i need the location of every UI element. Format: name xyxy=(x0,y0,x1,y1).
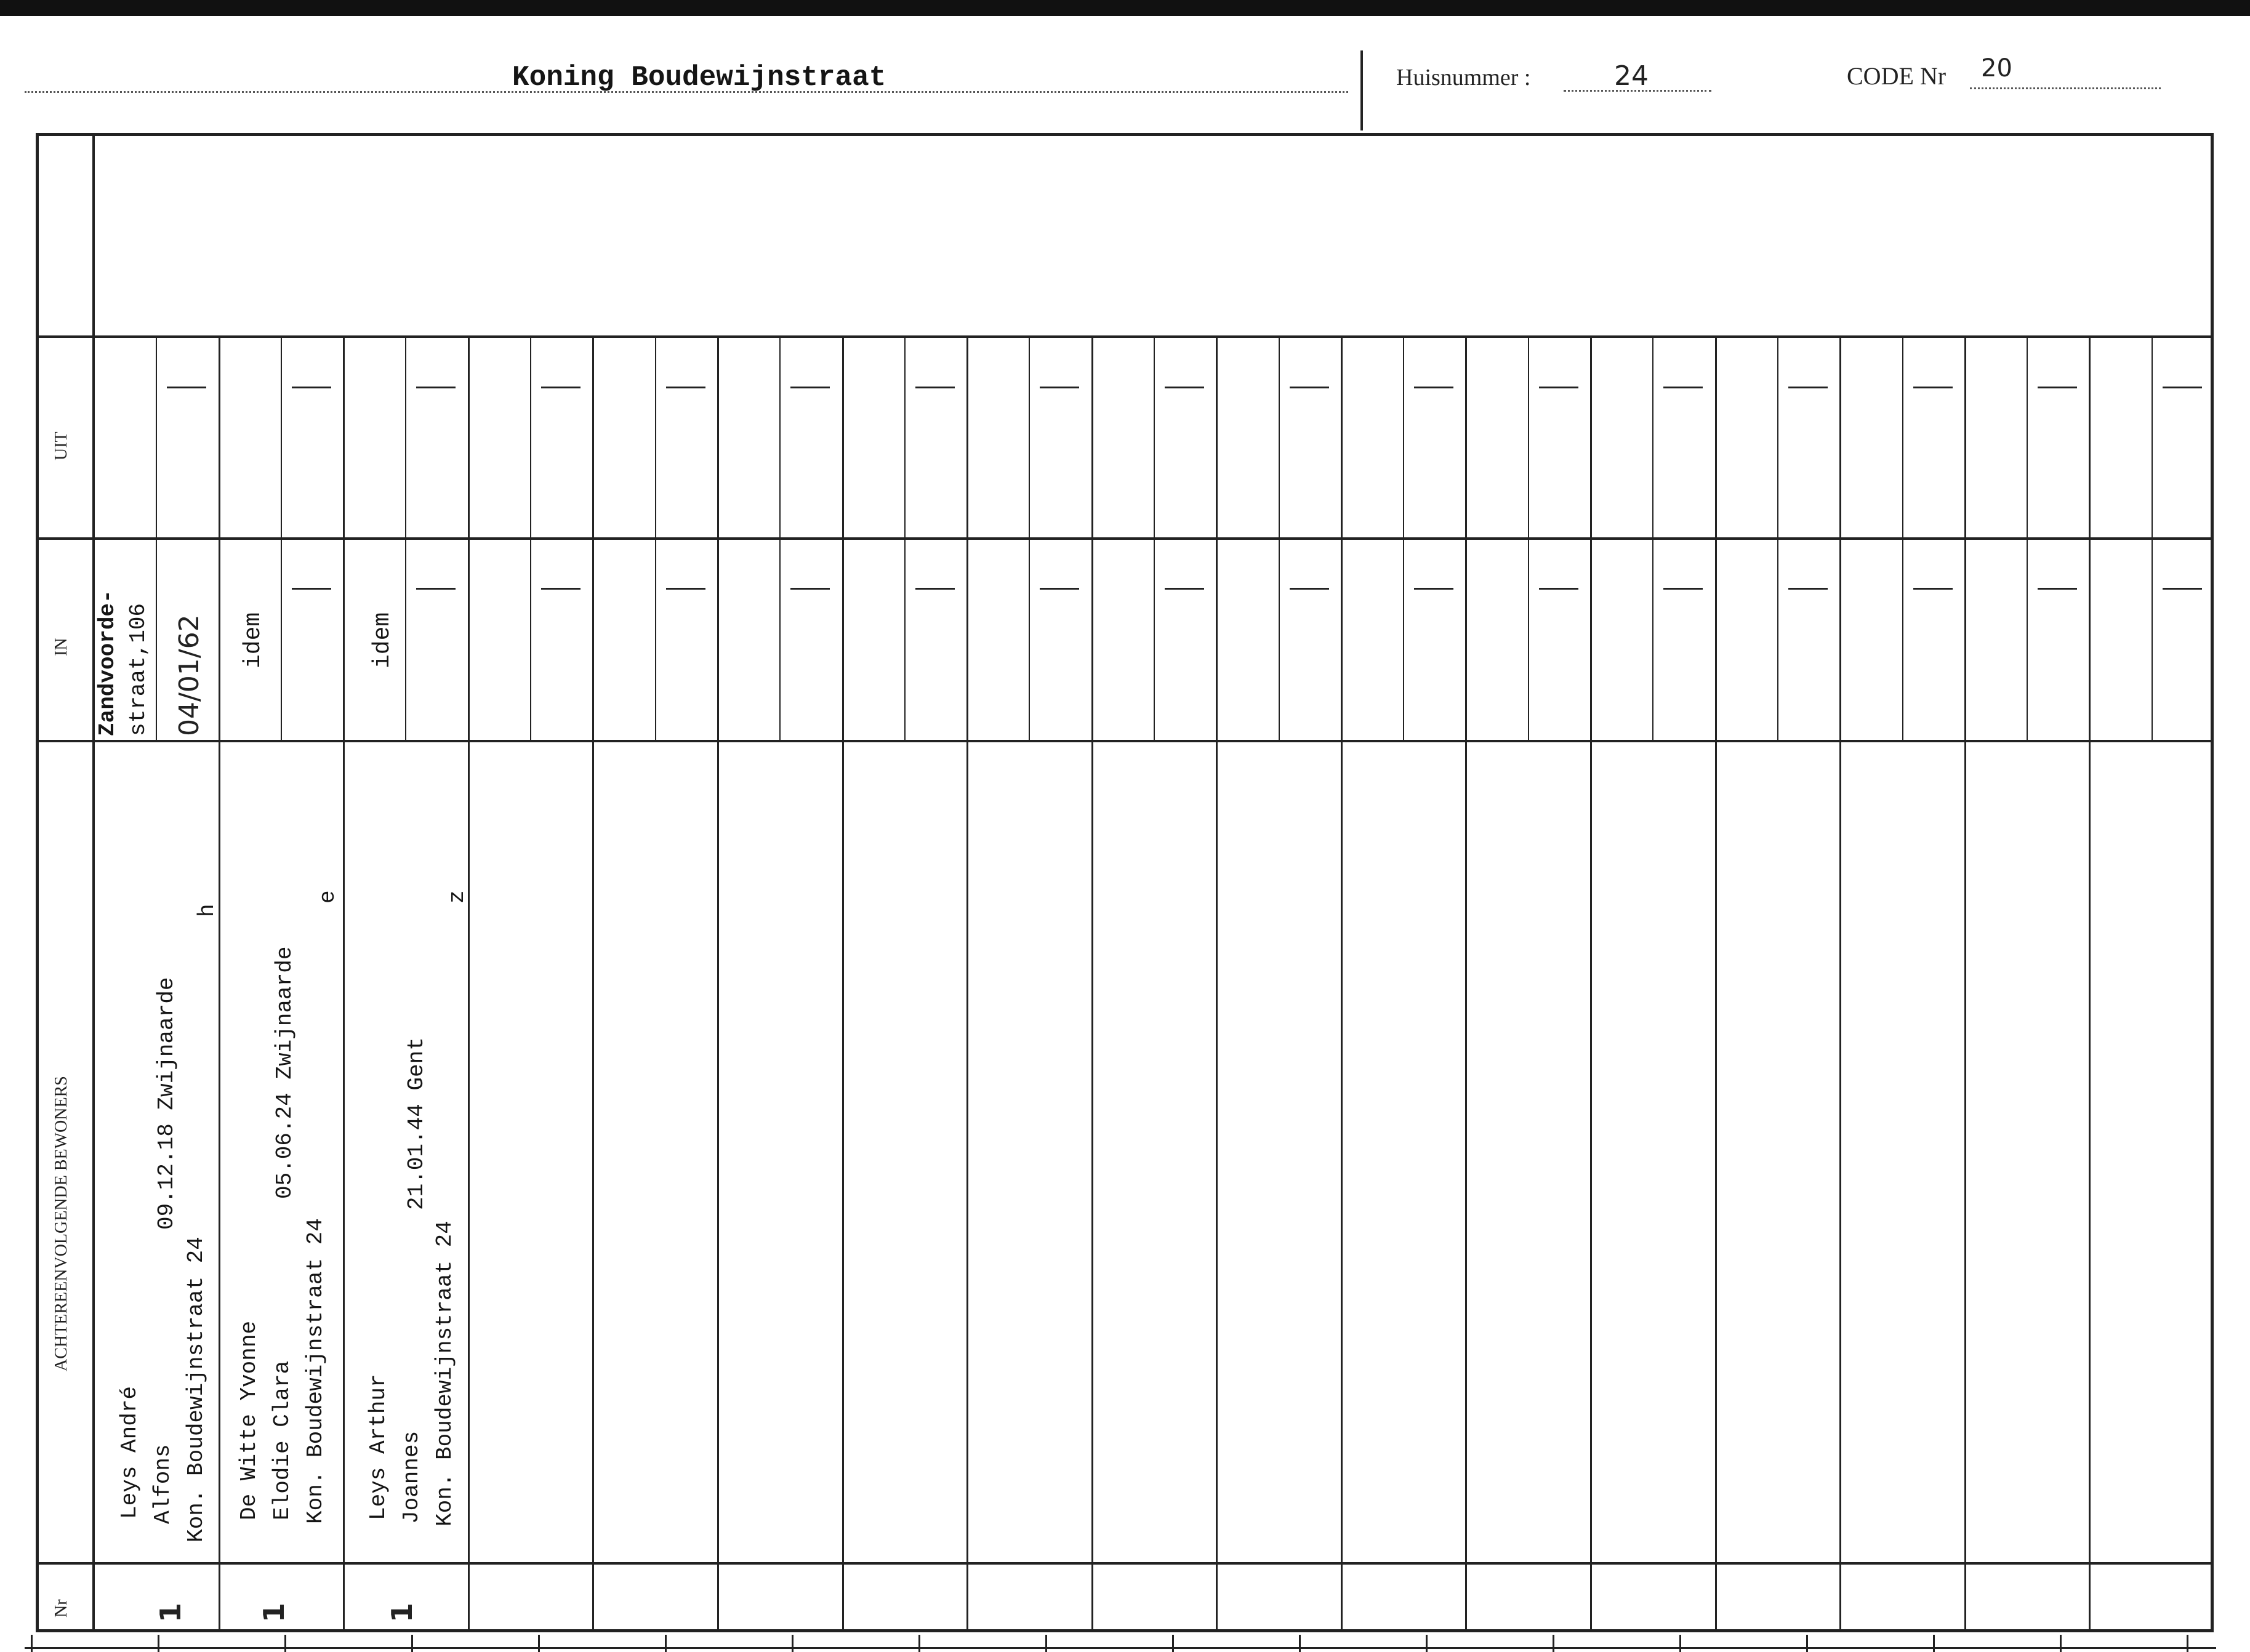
uit-dash-mark xyxy=(1290,387,1329,388)
code-dotted-line xyxy=(1970,87,2161,89)
bottom-tick xyxy=(2187,1635,2188,1652)
column-divider xyxy=(1091,335,1093,1632)
sub-column-divider xyxy=(281,335,282,740)
in-dash-mark xyxy=(2038,588,2077,590)
sub-column-divider xyxy=(2027,335,2028,740)
column-divider xyxy=(1839,335,1841,1632)
sub-column-divider xyxy=(904,335,906,740)
column-divider xyxy=(1216,335,1218,1632)
uit-dash-mark xyxy=(1913,387,1953,388)
in-dash-mark xyxy=(1788,588,1828,590)
resident-1-birth: 09.12.18 Zwijnaarde xyxy=(154,977,179,1230)
uit-dash-mark xyxy=(2163,387,2202,388)
bottom-tick xyxy=(1045,1635,1047,1652)
sub-column-divider xyxy=(1403,335,1404,740)
resident-3-sex: z xyxy=(444,890,470,904)
resident-2-name-line2: Elodie Clara xyxy=(270,1360,295,1520)
code-value: 20 xyxy=(1981,54,2012,82)
uit-dash-mark xyxy=(1663,387,1703,388)
bottom-tick xyxy=(1172,1635,1174,1652)
bottom-tick xyxy=(31,1635,33,1652)
sub-column-divider xyxy=(1029,335,1030,740)
resident-2-address: Kon. Boudewijnstraat 24 xyxy=(303,1218,328,1524)
sub-column-divider xyxy=(405,335,406,740)
bottom-tick xyxy=(1426,1635,1428,1652)
resident-3-name-line2: Joannes xyxy=(399,1430,424,1524)
uit-dash-mark xyxy=(541,387,581,388)
in-dash-mark xyxy=(1913,588,1953,590)
in-dash-mark xyxy=(1290,588,1329,590)
street-name: Koning Boudewijnstraat xyxy=(512,62,886,94)
resident-3-address: Kon. Boudewijnstraat 24 xyxy=(432,1221,457,1526)
sub-column-divider xyxy=(655,335,656,740)
sub-column-divider xyxy=(1528,335,1529,740)
resident-1-sex: h xyxy=(195,904,220,917)
resident-1-in-place: Zandvoorde- xyxy=(95,590,120,736)
bottom-tick xyxy=(792,1635,794,1652)
uit-dash-mark xyxy=(2038,387,2077,388)
bottom-tick xyxy=(284,1635,286,1652)
column-divider xyxy=(343,335,345,1632)
bottom-tick xyxy=(2060,1635,2062,1652)
row-label-nr: Nr xyxy=(52,1599,71,1618)
sub-column-divider xyxy=(1154,335,1155,740)
section-line-bewoners-top xyxy=(36,740,2214,742)
column-divider xyxy=(219,335,220,1632)
column-divider xyxy=(842,335,844,1632)
sub-column-divider xyxy=(1777,335,1778,740)
label-column-divider xyxy=(92,133,95,1632)
in-dash-mark xyxy=(1414,588,1453,590)
uit-dash-mark xyxy=(416,387,456,388)
uit-dash-mark xyxy=(1788,387,1828,388)
resident-2-name-line1: De Witte Yvonne xyxy=(236,1320,262,1520)
sub-column-divider xyxy=(156,335,157,740)
resident-2-birth: 05.06.24 Zwijnaarde xyxy=(272,946,297,1199)
bottom-tick xyxy=(538,1635,540,1652)
bottom-tick xyxy=(1933,1635,1935,1652)
row-label-uit: UIT xyxy=(52,431,71,460)
bottom-tick xyxy=(918,1635,920,1652)
column-divider xyxy=(1715,335,1717,1632)
resident-1-in-place-2: straat,106 xyxy=(126,603,151,736)
resident-1-name-line1: Leys André xyxy=(117,1385,142,1519)
uit-dash-mark xyxy=(915,387,955,388)
resident-1-name-line2: Alfons xyxy=(150,1444,175,1524)
in-dash-mark xyxy=(541,588,581,590)
row-label-bewoners: ACHTEREENVOLGENDE BEWONERS xyxy=(52,1076,71,1371)
uit-dash-mark xyxy=(167,387,206,388)
uit-dash-mark xyxy=(666,387,705,388)
sub-column-divider xyxy=(1902,335,1903,740)
resident-3-birth: 21.01.44 Gent xyxy=(404,1037,429,1210)
uit-dash-mark xyxy=(1539,387,1578,388)
in-dash-mark xyxy=(790,588,830,590)
resident-2-nr: 1 xyxy=(257,1602,291,1622)
sub-column-divider xyxy=(779,335,781,740)
bottom-tick xyxy=(1679,1635,1681,1652)
resident-1-address: Kon. Boudewijnstraat 24 xyxy=(183,1237,209,1542)
in-dash-mark xyxy=(1040,588,1079,590)
sub-column-divider xyxy=(530,335,531,740)
resident-2-in-place: idem xyxy=(240,612,267,668)
sub-column-divider xyxy=(1279,335,1280,740)
column-divider xyxy=(468,335,470,1632)
bottom-tick xyxy=(665,1635,667,1652)
bottom-tick xyxy=(411,1635,413,1652)
section-line-nr-top xyxy=(36,1562,2214,1565)
header-divider xyxy=(1360,50,1363,130)
register-table xyxy=(36,133,2214,1632)
column-divider xyxy=(717,335,719,1632)
bottom-tick xyxy=(1553,1635,1554,1652)
resident-1-in-date: 04/01/62 xyxy=(174,614,205,736)
in-dash-mark xyxy=(1165,588,1204,590)
bottom-tick xyxy=(158,1635,159,1652)
column-divider xyxy=(2089,335,2091,1632)
sub-column-divider xyxy=(1652,335,1653,740)
in-dash-mark xyxy=(416,588,456,590)
uit-dash-mark xyxy=(1165,387,1204,388)
column-divider xyxy=(1964,335,1966,1632)
top-edge-bar xyxy=(0,0,2250,16)
resident-2-sex: e xyxy=(315,890,340,904)
section-line-uit-top xyxy=(36,335,2214,338)
in-dash-mark xyxy=(1539,588,1578,590)
uit-dash-mark xyxy=(292,387,331,388)
column-divider xyxy=(1590,335,1592,1632)
bottom-edge-line xyxy=(25,1647,2216,1649)
sub-column-divider xyxy=(2152,335,2153,740)
in-dash-mark xyxy=(2163,588,2202,590)
column-divider xyxy=(966,335,968,1632)
in-dash-mark xyxy=(292,588,331,590)
uit-dash-mark xyxy=(790,387,830,388)
resident-1-nr: 1 xyxy=(154,1602,187,1622)
in-dash-mark xyxy=(915,588,955,590)
in-dash-mark xyxy=(666,588,705,590)
column-divider xyxy=(1465,335,1467,1632)
in-dash-mark xyxy=(1663,588,1703,590)
resident-3-name-line1: Leys Arthur xyxy=(366,1374,391,1520)
bottom-tick xyxy=(1299,1635,1301,1652)
section-line-in-top xyxy=(36,537,2214,540)
bottom-tick xyxy=(1806,1635,1808,1652)
column-divider xyxy=(1341,335,1343,1632)
uit-dash-mark xyxy=(1040,387,1079,388)
resident-3-nr: 1 xyxy=(385,1602,419,1622)
house-number-label: Huisnummer : xyxy=(1396,65,1531,90)
uit-dash-mark xyxy=(1414,387,1453,388)
column-divider xyxy=(592,335,594,1632)
code-label: CODE Nr xyxy=(1847,62,1947,90)
house-number-value: 24 xyxy=(1614,60,1649,92)
row-label-in: IN xyxy=(52,638,71,656)
resident-3-in-place: idem xyxy=(369,612,396,668)
